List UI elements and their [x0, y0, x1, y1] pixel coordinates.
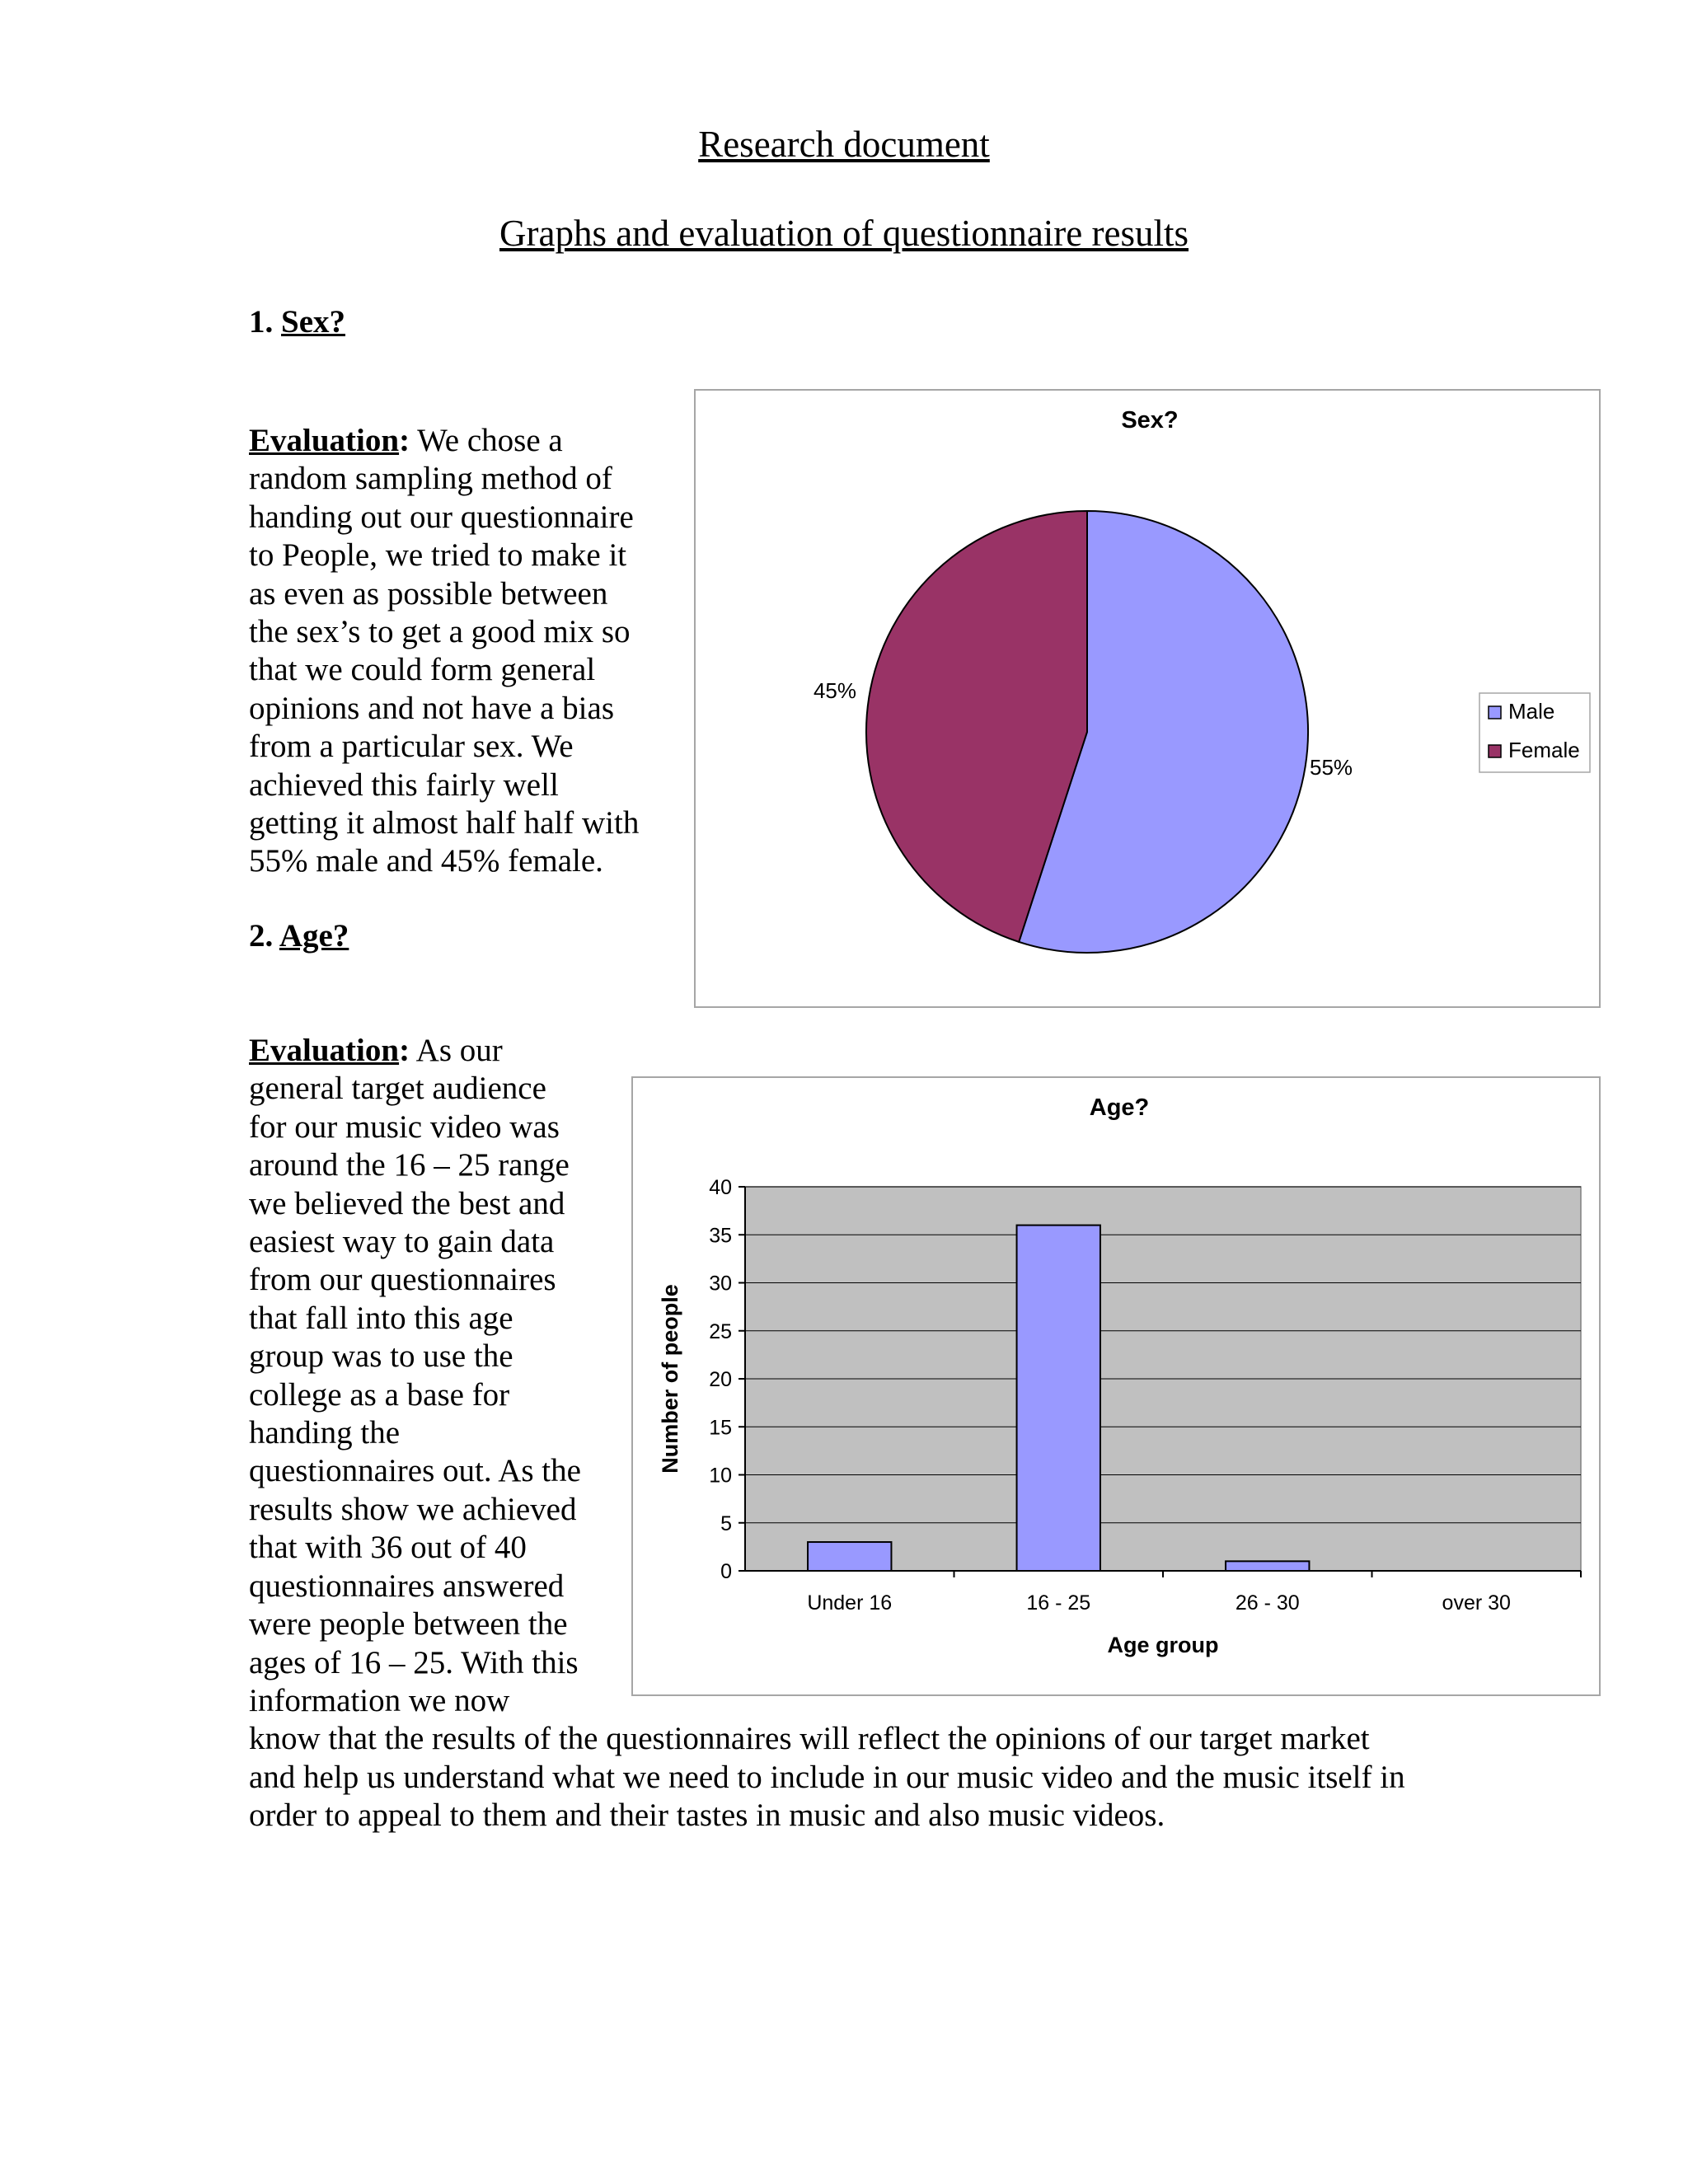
evaluation-line: and help us understand what we need to include in our music video and the music itself in: [249, 1759, 1405, 1795]
evaluation-text: We chose a: [417, 423, 563, 458]
evaluation-line: handing the: [249, 1415, 401, 1451]
evaluation-label: Evaluation: [249, 1033, 400, 1068]
sex-pie-chart: [696, 391, 1599, 1006]
evaluation-colon: :: [399, 1033, 410, 1068]
evaluation-line: 55% male and 45% female.: [249, 843, 603, 879]
chart-title: Sex?: [1121, 407, 1179, 434]
y-tick-label: 30: [709, 1272, 732, 1296]
evaluation-line: that fall into this age: [249, 1300, 513, 1336]
section-number: 1.: [249, 304, 274, 340]
y-tick-label: 35: [709, 1224, 732, 1248]
evaluation-line: questionnaires answered: [249, 1568, 565, 1604]
bar-0: [808, 1542, 891, 1571]
evaluation-line: easiest way to gain data: [249, 1224, 555, 1260]
evaluation-text: As our: [415, 1033, 503, 1068]
age-bar-chart: [633, 1078, 1599, 1694]
y-axis-title: Number of people: [658, 1284, 682, 1474]
evaluation-line: college as a base for: [249, 1376, 510, 1413]
legend-swatch-female: [1489, 745, 1501, 757]
evaluation-line: for our music video was: [249, 1108, 560, 1145]
page-title: Research document: [698, 124, 990, 165]
evaluation-line: order to appeal to them and their tastes in music and also music videos.: [249, 1797, 1165, 1834]
evaluation-line: around the 16 – 25 range: [249, 1147, 570, 1183]
evaluation-colon: :: [399, 423, 410, 458]
evaluation-line: we believed the best and: [249, 1185, 565, 1221]
evaluation-line: were people between the: [249, 1606, 568, 1643]
x-tick-label: over 30: [1442, 1591, 1511, 1615]
section-number: 2.: [249, 918, 274, 954]
bar-2: [1226, 1561, 1309, 1571]
evaluation-line: getting it almost half half with: [249, 805, 640, 841]
legend-swatch-male: [1489, 706, 1501, 719]
x-tick-label: Under 16: [807, 1591, 893, 1615]
evaluation-line: the sex’s to get a good mix so: [249, 614, 631, 650]
evaluation-line: handing out our questionnaire: [249, 499, 634, 535]
evaluation-line: from a particular sex. We: [249, 729, 574, 765]
evaluation-line: opinions and not have a bias: [249, 690, 614, 726]
evaluation-line: that with 36 out of 40: [249, 1530, 527, 1566]
y-tick-label: 20: [709, 1368, 732, 1391]
evaluation-line: from our questionnaires: [249, 1262, 556, 1298]
evaluation-line: group was to use the: [249, 1338, 513, 1375]
evaluation-line: information we now: [249, 1682, 510, 1718]
evaluation-line: that we could form general: [249, 652, 596, 688]
data-label-male: 55%: [1310, 755, 1353, 780]
y-tick-label: 40: [709, 1176, 732, 1199]
evaluation-line: [249, 422, 639, 460]
data-label-female: 45%: [813, 678, 856, 703]
evaluation-line: ages of 16 – 25. With this: [249, 1644, 579, 1680]
section-title: Age?: [279, 918, 349, 954]
evaluation-line: to People, we tried to make it: [249, 537, 627, 574]
evaluation-line: results show we achieved: [249, 1491, 577, 1527]
legend-label-female: Female: [1508, 738, 1580, 762]
evaluation-line: questionnaires out. As the: [249, 1453, 581, 1489]
x-axis-title: Age group: [1107, 1633, 1219, 1657]
page-subtitle: Graphs and evaluation of questionnaire results: [499, 213, 1189, 254]
section-heading-age: [249, 920, 349, 952]
evaluation-line: know that the results of the questionnaires will reflect the opinions of our target market: [249, 1721, 1370, 1757]
y-tick-label: 5: [720, 1511, 732, 1535]
y-tick-label: 25: [709, 1319, 732, 1343]
section-heading-sex: [249, 306, 345, 338]
evaluation-line: general target audience: [249, 1071, 546, 1107]
sex-pie-chart-frame: [694, 389, 1601, 1008]
evaluation-line: [249, 1032, 1405, 1070]
section-title: Sex?: [281, 304, 345, 340]
evaluation-line: achieved this fairly well: [249, 766, 559, 803]
evaluation-line: random sampling method of: [249, 461, 612, 497]
legend: [1479, 693, 1590, 772]
age-bar-chart-frame: [631, 1076, 1601, 1696]
x-tick-label: 16 - 25: [1026, 1591, 1091, 1615]
bar-1: [1017, 1226, 1100, 1571]
chart-title: Age?: [1089, 1094, 1150, 1121]
evaluation-sex: [249, 422, 639, 881]
evaluation-line: as even as possible between: [249, 575, 608, 612]
x-tick-label: 26 - 30: [1235, 1591, 1300, 1615]
evaluation-label: Evaluation: [249, 423, 400, 458]
legend-label-male: Male: [1508, 699, 1555, 724]
y-tick-label: 10: [709, 1464, 732, 1488]
y-tick-label: 0: [720, 1560, 732, 1583]
y-tick-label: 15: [709, 1416, 732, 1440]
